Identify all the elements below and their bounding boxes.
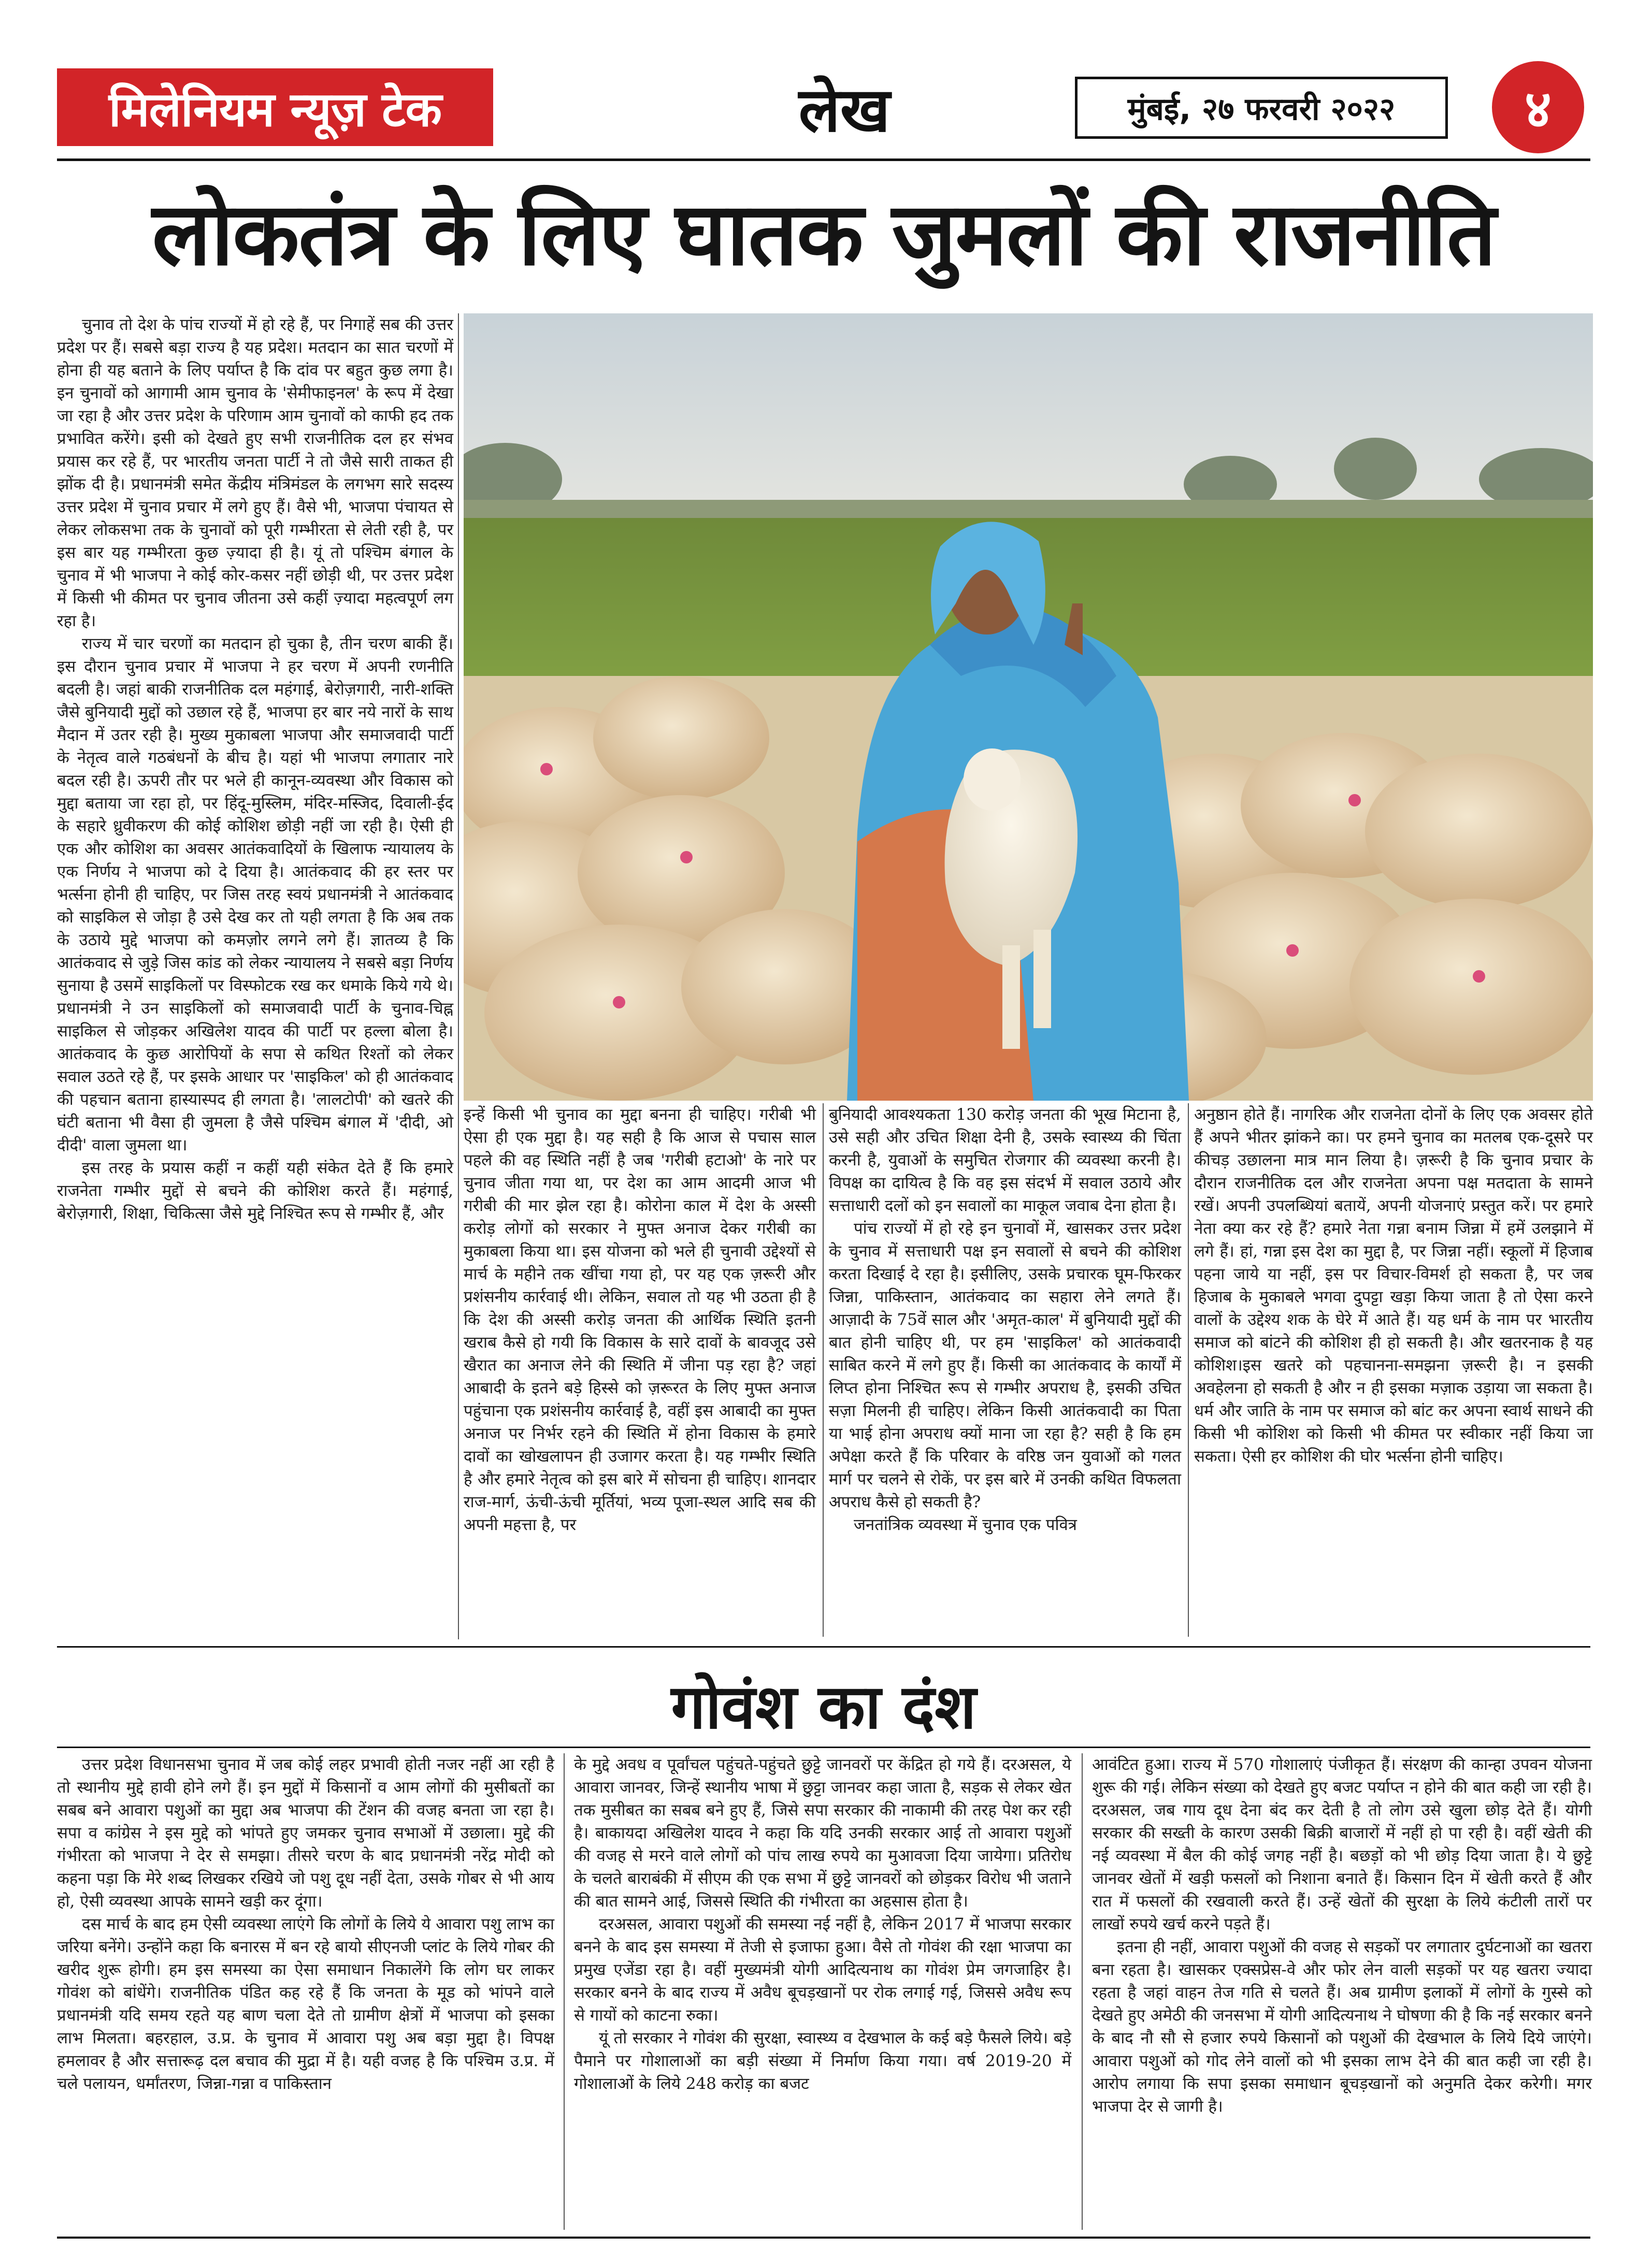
article-paragraph: इस तरह के प्रयास कहीं न कहीं यही संकेत देते हैं कि हमारे राजनेता गम्भीर मुद्दों से बचने की कोशिश करते हैं। महंगाई, बेरोज़गारी, शिक्षा, चिकित्सा जैसे मुद्दे निश्चित रूप से गम्भीर हैं, और	[57, 1159, 453, 1223]
article-paragraph: राज्य में चार चरणों का मतदान हो चुका है, तीन चरण बाकी हैं। इस दौरान चुनाव प्रचार में भाजपा ने हर चरण में अपनी रणनीति बदली है। जहां बाकी राजनीतिक दल महंगाई, बेरोज़गारी, नारी-शक्ति जैसे बुनियादी मुद्दों को उछाल रहे हैं, भाजपा हर बार नये नारों के साथ मैदान में उतर रही है। मुख्य मुकाबला भाजपा और समाजवादी पार्टी के नेतृत्व वाले गठबंधनों के बीच है। यहां भी भाजपा लगातार नारे बदल रही है। ऊपरी तौर पर भले ही कानून-व्यवस्था और विकास को मुद्दा बताया जा रहा हो, पर हिंदू-मुस्लिम, मंदिर-मस्जिद, दिवाली-ईद के सहारे ध्रुवीकरण की कोई कोशिश छोड़ी नहीं जा रही है। ऐसी ही एक और कोशिश का अवसर आतंकवादियों के खिलाफ न्यायालय के एक निर्णय ने भाजपा को दे दिया है। आतंकवाद की हर स्तर पर भर्त्सना होनी ही चाहिए, पर जिस तरह स्वयं प्रधानमंत्री ने आतंकवाद को साइकिल से जोड़ा है उसे देख कर तो यही लगता है कि अब तक के उठाये मुद्दे भाजपा को कमज़ोर लगने लगे हैं। ज्ञातव्य है कि आतंकवाद से जुड़े जिस कांड को लेकर न्यायालय ने सबसे बड़ा निर्णय सुनाया है उसमें साइकिलों पर विस्फोटक रख कर धमाके किये गये थे। प्रधानमंत्री ने उन साइकिलों को समाजवादी पार्टी के चुनाव-चिह्न साइकिल से जोड़कर अखिलेश यादव की पार्टी पर हल्ला बोला है। आतंकवाद के कुछ आरोपियों के सपा से कथित रिश्तों को लेकर सवाल उठते रहे हैं, पर इसके आधार पर 'साइकिल' को ही आतंकवाद की पहचान बताना हास्यास्पद ही लगता है। 'लालटोपी' को खतरे की घंटी बताना भी वैसा ही जुमला है जैसे पश्चिम बंगाल में 'दीदी, ओ दीदी' वाला जुमला था।	[57, 635, 453, 1155]
article-photo	[464, 313, 1593, 1101]
main-headline: लोकतंत्र के लिए घातक जुमलों की राजनीति	[152, 183, 1496, 285]
masthead	[57, 61, 1590, 152]
story-paragraph: के मुद्दे अवध व पूर्वांचल पहुंचते-पहुंचते छुट्टे जानवरों पर केंद्रित हो गये हैं। दरअसल, ये आवारा जानवर, जिन्हें स्थानीय भाषा में छुट्टा जानवर कहा जाता है, सड़क से लेकर खेत तक मुसीबत का सबब बने हुए हैं, जिसे सपा सरकार की नाकामी की तरह पेश कर रही है। बाकायदा अखिलेश यादव ने कहा कि यदि उनकी सरकार आई तो आवारा पशुओं की वजह से मरने वाले लोगों को पांच लाख रुपये का मुआवजा दिया जायेगा। प्रतिरोध के चलते बाराबंकी में सीएम की एक सभा में छुट्टे जानवरों को छोड़कर विरोध भी जताने की बात सामने आई, जिससे स्थिति की गंभीरता का अहसास होता है।	[574, 1755, 1071, 1911]
story-paragraph: दस मार्च के बाद हम ऐसी व्यवस्था लाएंगे कि लोगों के लिये ये आवारा पशु लाभ का जरिया बनेंगे। उन्होंने कहा कि बनारस में बन रहे बायो सीएनजी प्लांट के लिये गोबर की खरीद शुरू होगी। हम इस समस्या का ऐसा समाधान निकालेंगे कि लोग घर लाकर गोवंश को बांधेंगे। राजनीतिक पंडित कह रहे हैं कि जनता के मूड को भांपने वाले प्रधानमंत्री यदि समय रहते यह बाण चला देते तो ग्रामीण क्षेत्रों में भाजपा को इसका लाभ मिलता। बहरहाल, उ.प्र. के चुनाव में आवारा पशु अब बड़ा मुद्दा है। विपक्ष हमलावर है और सत्तारूढ़ दल बचाव की मुद्रा में है। यही वजह है कि पश्चिम उ.प्र. में चले पलायन, धर्मांतरण, जिन्ना-गन्ना व पाकिस्तान	[57, 1915, 554, 2093]
second-story-headline: गोवंश का दंश	[671, 1670, 976, 1742]
story-paragraph: इतना ही नहीं, आवारा पशुओं की वजह से सड़कों पर लगातार दुर्घटनाओं का खतरा बना रहता है। खासकर एक्सप्रेस-वे और फोर लेन वाली सड़कों पर यह खतरा ज्यादा रहता है जहां वाहन तेज गति से चलते हैं। अब ग्रामीण इलाकों में लोगों के गुस्से को देखते हुए अमेठी की जनसभा में योगी आदित्यनाथ ने घोषणा की है कि नई सरकार बनने के बाद नौ सौ से हजार रुपये किसानों को पशुओं की देखभाल के लिये दिये जाएंगे। आवारा पशुओं को गोद लेने वालों को भी इसका लाभ देने की बात कही जा रही है। आरोप लगाया कि सपा इसका समाधान बूचड़खानों को अनुमति देकर करेगी। मगर भाजपा देर से जागी है।	[1092, 1938, 1592, 2116]
article-paragraph: अनुष्ठान होते हैं। नागरिक और राजनेता दोनों के लिए एक अवसर होते हैं अपने भीतर झांकने का। पर हमने चुनाव का मतलब एक-दूसरे पर कीचड़ उछालना मात्र मान लिया है। ज़रूरी है कि चुनाव प्रचार के दौरान राजनीतिक दल और राजनेता अपना पक्ष मतदाता के सामने रखें। अपनी उपलब्धियां बतायें, अपनी योजनाएं प्रस्तुत करें। पर हमारे नेता क्या कर रहे हैं? हमारे नेता गन्ना बनाम जिन्ना में हमें उलझाने में लगे हैं। हां, गन्ना इस देश का मुद्दा है, पर जिन्ना नहीं। स्कूलों में हिजाब पहना जाये या नहीं, इस पर विचार-विमर्श हो सकता है, पर जब हिजाब के मुकाबले भगवा दुपट्टा खड़ा किया जाता है तो ऐसा करने वालों के उद्देश्य शक के घेरे में आते हैं। यह धर्म के नाम पर भारतीय समाज को बांटने की कोशिश ही हो सकती है। और खतरनाक है यह कोशिश।इस खतरे को पहचानना-समझना ज़रूरी है। न इसकी अवहेलना हो सकती है और न ही इसका मज़ाक उड़ाया जा सकता है। धर्म और जाति के नाम पर समाज को बांट कर अपना स्वार्थ साधने की किसी भी कोशिश को किसी भी कीमत पर स्वीकार नहीं किया जा सकता। ऐसी हर कोशिश की घोर भर्त्सना होनी चाहिए।	[1194, 1105, 1593, 1466]
article-paragraph: पांच राज्यों में हो रहे इन चुनावों में, खासकर उत्तर प्रदेश के चुनाव में सत्ताधारी पक्ष इन सवालों से बचने की कोशिश करता दिखाई दे रहा है। इसीलिए, उसके प्रचारक घूम-फिरकर जिन्ना, पाकिस्तान, आतंकवाद का सहारा लेने लगते हैं। आज़ादी के 75वें साल और 'अमृत-काल' में बुनियादी मुद्दों की बात होनी चाहिए थी, पर हम 'साइकिल' को आतंकवादी साबित करने में लगे हुए हैं। किसी का आतंकवाद के कार्यों में लिप्त होना निश्चित रूप से गम्भीर अपराध है, इसकी उचित सज़ा मिलनी ही चाहिए। लेकिन किसी आतंकवादी का पिता या भाई होना अपराध क्यों माना जा रहा है? सही है कि हम अपेक्षा करते हैं कि परिवार के वरिष्ठ जन युवाओं को गलत मार्ग पर चलने से रोकें, पर इस बारे में उनकी कथित विफलता अपराध कैसे हो सकती है?	[829, 1219, 1181, 1511]
article-paragraph: जनतांत्रिक व्यवस्था में चुनाव एक पवित्र	[854, 1516, 1077, 1534]
article-column-4	[1194, 1103, 1593, 1637]
article-column-2	[464, 1103, 816, 1637]
story-column-1	[57, 1753, 554, 2230]
story-column-3	[1092, 1753, 1592, 2230]
article-column-3	[829, 1103, 1181, 1637]
column-divider	[1082, 1753, 1083, 2230]
story-paragraph: उत्तर प्रदेश विधानसभा चुनाव में जब कोई लहर प्रभावी होती नजर नहीं आ रही है तो स्थानीय मुद्दे हावी होने लगे हैं। इन मुद्दों में किसानों व आम लोगों की मुसीबतों का सबब बने आवारा पशुओं का मुद्दा अब भाजपा की टेंशन की वजह बनता जा रहा है। सपा व कांग्रेस ने इस मुद्दे को भांपते हुए जमकर चुनाव सभाओं में उछाला। मुद्दे की गंभीरता को भाजपा ने देर से समझा। तीसरे चरण के बाद प्रधानमंत्री नरेंद्र मोदी को कहना पड़ा कि मेरे शब्द लिखकर रखिये जो पशु दूध नहीं देता, उसके गोबर से भी आय हो, ऐसी व्यवस्था आपके सामने खड़ी कर दूंगा।	[57, 1755, 554, 1911]
masthead-brand: मिलेनियम न्यूज़ टेक	[57, 68, 493, 146]
story-paragraph: आवंटित हुआ। राज्य में 570 गोशालाएं पंजीकृत हैं। संरक्षण की कान्हा उपवन योजना शुरू की गई। लेकिन संख्या को देखते हुए बजट पर्याप्त न होने की बात कही जा रही है। दरअसल, जब गाय दूध देना बंद कर देती है तो लोग उसे खुला छोड़ देते हैं। योगी सरकार की सख्ती के कारण उसकी बिक्री बाजारों में नहीं हो पा रही है। वहीं खेती की नई व्यवस्था में बैल की कोई जगह नहीं है। बछड़ों को भी छोड़ दिया जाता है। ये छुट्टे जानवर खेतों में खड़ी फसलों को निशाना बनाते हैं। किसान दिन में खेती करते हैं और रात में फसलों की रखवाली करते हैं। उन्हें खेतों की सुरक्षा के लिये कंटीली तारों पर लाखों रुपये खर्च करने पड़ते हैं।	[1092, 1755, 1592, 1934]
column-divider	[564, 1753, 565, 2230]
column-divider	[1188, 1103, 1189, 1637]
article-paragraph: बुनियादी आवश्यकता 130 करोड़ जनता की भूख मिटाना है, उसे सही और उचित शिक्षा देनी है, उसके स्वास्थ्य की चिंता करनी है, युवाओं के समुचित रोजगार की व्यवस्था करनी है। विपक्ष का दायित्व है कि वह इस संदर्भ में सवाल उठाये और सत्ताधारी दलों को इन सवालों का माकूल जवाब देना होता है।	[829, 1105, 1181, 1215]
article-column-1	[57, 313, 453, 1637]
section-name: लेख	[798, 74, 890, 146]
story-paragraph: यूं तो सरकार ने गोवंश की सुरक्षा, स्वास्थ्य व देखभाल के कई बड़े फैसले लिये। बड़े पैमाने पर गोशालाओं का बड़ी संख्या में निर्माण किया गया। वर्ष 2019-20 में गोशालाओं के लिये 248 करोड़ का बजट	[574, 2029, 1071, 2093]
page-number-badge: ४	[1492, 61, 1584, 153]
article-paragraph: इन्हें किसी भी चुनाव का मुद्दा बनना ही चाहिए। गरीबी भी ऐसा ही एक मुद्दा है। यह सही है कि आज से पचास साल पहले की वह स्थिति नहीं है जब 'गरीबी हटाओ' के नारे पर चुनाव जीता गया था, पर देश का आम आदमी आज भी गरीबी की मार झेल रहा है। कोरोना काल में देश के अस्सी करोड़ लोगों को सरकार ने मुफ्त अनाज देकर गरीबी का मुकाबला किया था। इस योजना को भले ही चुनावी उद्देश्यों से मार्च के महीने तक खींचा गया हो, पर यह एक ज़रूरी और प्रशंसनीय कार्रवाई थी। लेकिन, सवाल तो यह भी उठता ही है कि देश की अस्सी करोड़ जनता की आर्थिक स्थिति इतनी खराब कैसे हो गयी कि विकास के सारे दावों के बावजूद उसे खैरात का अनाज लेने की स्थिति में जीना पड़ रहा है? जहां आबादी के इतने बड़े हिस्से को ज़रूरत के लिए मुफ्त अनाज पहुंचाना एक प्रशंसनीय कार्रवाई है, वहीं इस आबादी का मुफ्त अनाज पर निर्भर रहने की स्थिति में होना विकास के हमारे दावों का खोखलापन ही उजागर करता है। यह गम्भीर स्थिति है और हमारे नेतृत्व को इस बारे में सोचना ही चाहिए। शानदार राज-मार्ग, ऊंची-ऊंची मूर्तियां, भव्य पूजा-स्थल आदि सब की अपनी महत्ता है, पर	[464, 1105, 816, 1534]
column-divider	[823, 1103, 824, 1637]
story-column-2	[574, 1753, 1071, 2230]
story-separator	[57, 1646, 1590, 1648]
article-paragraph: चुनाव तो देश के पांच राज्यों में हो रहे हैं, पर निगाहें सब की उत्तर प्रदेश पर हैं। सबसे बड़ा राज्य है यह प्रदेश। मतदान का सात चरणों में होना ही यह बताने के लिए पर्याप्त है कि दांव पर बहुत कुछ लगा है। इन चुनावों को आगामी आम चुनाव के 'सेमीफाइनल' के रूप में देखा जा रहा है और उत्तर प्रदेश के परिणाम आम चुनावों को काफी हद तक प्रभावित करेंगे। इसी को देखते हुए सभी राजनीतिक दल हर संभव प्रयास कर रहे हैं, पर भारतीय जनता पार्टी ने तो जैसे सारी ताकत ही झोंक दी है। प्रधानमंत्री समेत केंद्रीय मंत्रिमंडल के लगभग सारे सदस्य उत्तर प्रदेश में चुनाव प्रचार में लगे हुए हैं। वैसे भी, भाजपा पंचायत से लेकर लोकसभा तक के चुनावों को पूरी गम्भीरता से लेती रही है, पर इस बार यह गम्भीरता कुछ ज़्यादा ही है। यूं तो पश्चिम बंगाल के चुनाव में भी भाजपा ने कोई कोर-कसर नहीं छोड़ी थी, पर उत्तर प्रदेश में किसी भी कीमत पर चुनाव जीतना उसे कहीं ज़्यादा महत्वपूर्ण लग रहा है।	[57, 315, 453, 630]
woman-with-sheep-photo	[464, 313, 1593, 1101]
masthead-rule	[57, 158, 1590, 161]
column-divider	[458, 313, 459, 1639]
page-bottom-rule	[57, 2237, 1590, 2239]
story-paragraph: दरअसल, आवारा पशुओं की समस्या नई नहीं है, लेकिन 2017 में भाजपा सरकार बनने के बाद इस समस्या में तेजी से इजाफा हुआ। वैसे तो गोवंश की रक्षा भाजपा का प्रमुख एजेंडा रहा है। वहीं मुख्यमंत्री योगी आदित्यनाथ का गोवंश प्रेम जगजाहिर है। सरकार बनने के बाद राज्य में अवैध बूचड़खानों पर रोक लगाई गई, जिससे अवैध रूप से गायों को काटना रुका।	[574, 1915, 1071, 2025]
issue-date: मुंबई, २७ फरवरी २०२२	[1075, 77, 1448, 139]
story-separator	[57, 1747, 1590, 1748]
